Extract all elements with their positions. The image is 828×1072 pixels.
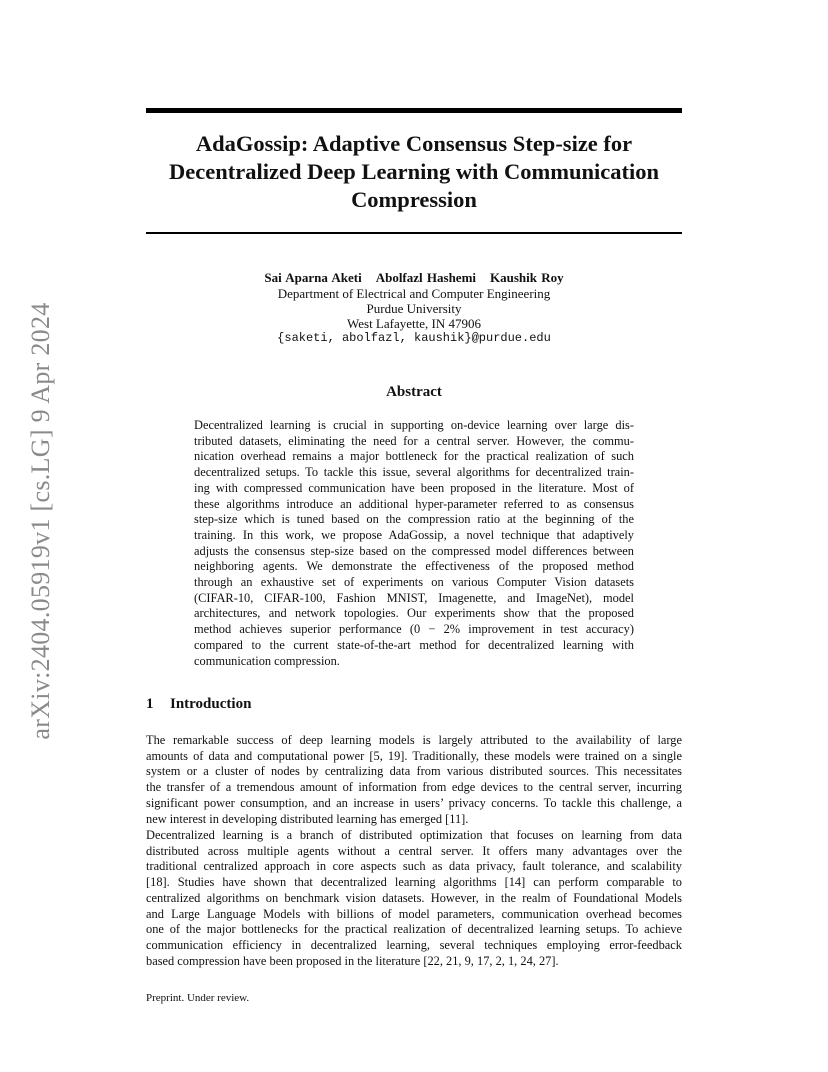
abstract-line: ing with compressed communication have been proposed in the literature. Most of	[194, 480, 634, 495]
abstract-line: (CIFAR-10, CIFAR-100, Fashion MNIST, Imagenette, and ImageNet), model	[194, 590, 634, 605]
paragraph-line: and Large Language Models with billions of model parameters, communication overhead becomes	[146, 906, 682, 921]
abstract-line: method achieves superior performance (0 − 2% improvement in test accuracy)	[194, 622, 634, 637]
arxiv-id-text: arXiv:2404.05919v1 [cs.LG] 9 Apr 2024	[26, 302, 55, 740]
title-line: Decentralized Deep Learning with Communication	[169, 159, 659, 184]
affiliation-university: Purdue University	[366, 301, 462, 316]
abstract-line: adjusts the consensus step-size based on the compressed model differences between	[194, 543, 634, 558]
abstract-line: neighboring agents. We demonstrate the effectiveness of the proposed method	[194, 559, 634, 574]
intro-paragraph-2	[146, 828, 682, 969]
author-name: Abolfazl Hashemi	[375, 270, 477, 285]
paper-title	[146, 130, 682, 214]
abstract-line: training. In this work, we propose AdaGossip, a novel technique that adaptively	[194, 527, 634, 542]
paragraph-line: [18]. Studies have shown that decentralized learning algorithms [14] can perform comparable to	[146, 875, 682, 890]
paragraph-line: communication efficiency in decentralized learning, several techniques employing error-feedback	[146, 937, 682, 952]
abstract-heading: Abstract	[386, 384, 442, 400]
paragraph-line: based compression have been proposed in the literature [22, 21, 9, 17, 2, 1, 24, 27].	[146, 953, 559, 968]
title-line: Compression	[351, 187, 477, 212]
preprint-footer: Preprint. Under review.	[146, 992, 250, 1004]
paragraph-line: The remarkable success of deep learning models is largely attributed to the availability of large	[146, 733, 682, 747]
arxiv-watermark	[22, 291, 60, 751]
abstract-line: these algorithms introduce an additional hyper-parameter referred to as consensus	[194, 496, 634, 511]
author-email[interactable]: {saketi, abolfazl, kaushik}@purdue.edu	[277, 331, 551, 345]
paragraph-line: amounts of data and computational power [5, 19]. Traditionally, these models were trained on a single	[146, 748, 682, 763]
abstract-line: tributed datasets, eliminating the need for a central server. However, the commu-	[194, 433, 634, 448]
abstract-line: compared to the current state-of-the-art method for decentralized learning with	[194, 637, 634, 652]
paragraph-line: one of the major bottlenecks for the practical realization of decentralized learning setups. To achieve	[146, 922, 682, 937]
paragraph-line: Decentralized learning is a branch of distributed optimization that focuses on learning from data	[146, 828, 682, 842]
paragraph-line: significant power consumption, and an increase in users’ privacy concerns. To tackle this challenge, a	[146, 795, 682, 810]
abstract-line: architectures, and network topologies. Our experiments show that the proposed	[194, 606, 634, 621]
paragraph-line: system or a cluster of nodes by centralizing data from various distributed sources. This necessitates	[146, 764, 682, 779]
paragraph-line: the transfer of a tremendous amount of information from edge devices to the central server, incurring	[146, 780, 682, 795]
abstract-line: through an exhaustive set of experiments on various Computer Vision datasets	[194, 575, 634, 590]
abstract-line: decentralized setups. To tackle this issue, several algorithms for decentralized train-	[194, 465, 634, 480]
intro-paragraph-1	[146, 733, 682, 827]
abstract-line: communication compression.	[194, 653, 340, 668]
paragraph-line: new interest in developing distributed learning has emerged [11].	[146, 811, 469, 826]
abstract-line: nication overhead remains a major bottleneck for the practical realization of such	[194, 449, 634, 464]
affiliation-location: West Lafayette, IN 47906	[347, 316, 481, 331]
paragraph-line: traditional centralized approach in core aspects such as data privacy, fault tolerance, and scalability	[146, 859, 682, 874]
author-list	[146, 270, 682, 286]
title-top-rule	[146, 108, 682, 113]
title-line: AdaGossip: Adaptive Consensus Step-size for	[195, 131, 633, 156]
abstract-line: step-size which is tuned based on the compression ratio at the beginning of the	[194, 512, 634, 527]
section-title: Introduction	[170, 696, 252, 712]
section-heading-introduction	[146, 695, 682, 713]
abstract-line: Decentralized learning is crucial in supporting on-device learning over large dis-	[194, 418, 634, 432]
title-bottom-rule	[146, 232, 682, 234]
author-name: Sai Aparna Aketi	[264, 270, 362, 285]
abstract-body	[194, 418, 634, 669]
paragraph-line: distributed across multiple agents without a central server. It offers many advantages over the	[146, 843, 682, 858]
paragraph-line: centralized algorithms on benchmark vision datasets. However, in the realm of Foundational Models	[146, 890, 682, 905]
section-number: 1	[146, 696, 154, 712]
affiliation-department: Department of Electrical and Computer Engineering	[277, 286, 551, 301]
author-name: Kaushik Roy	[490, 270, 564, 285]
